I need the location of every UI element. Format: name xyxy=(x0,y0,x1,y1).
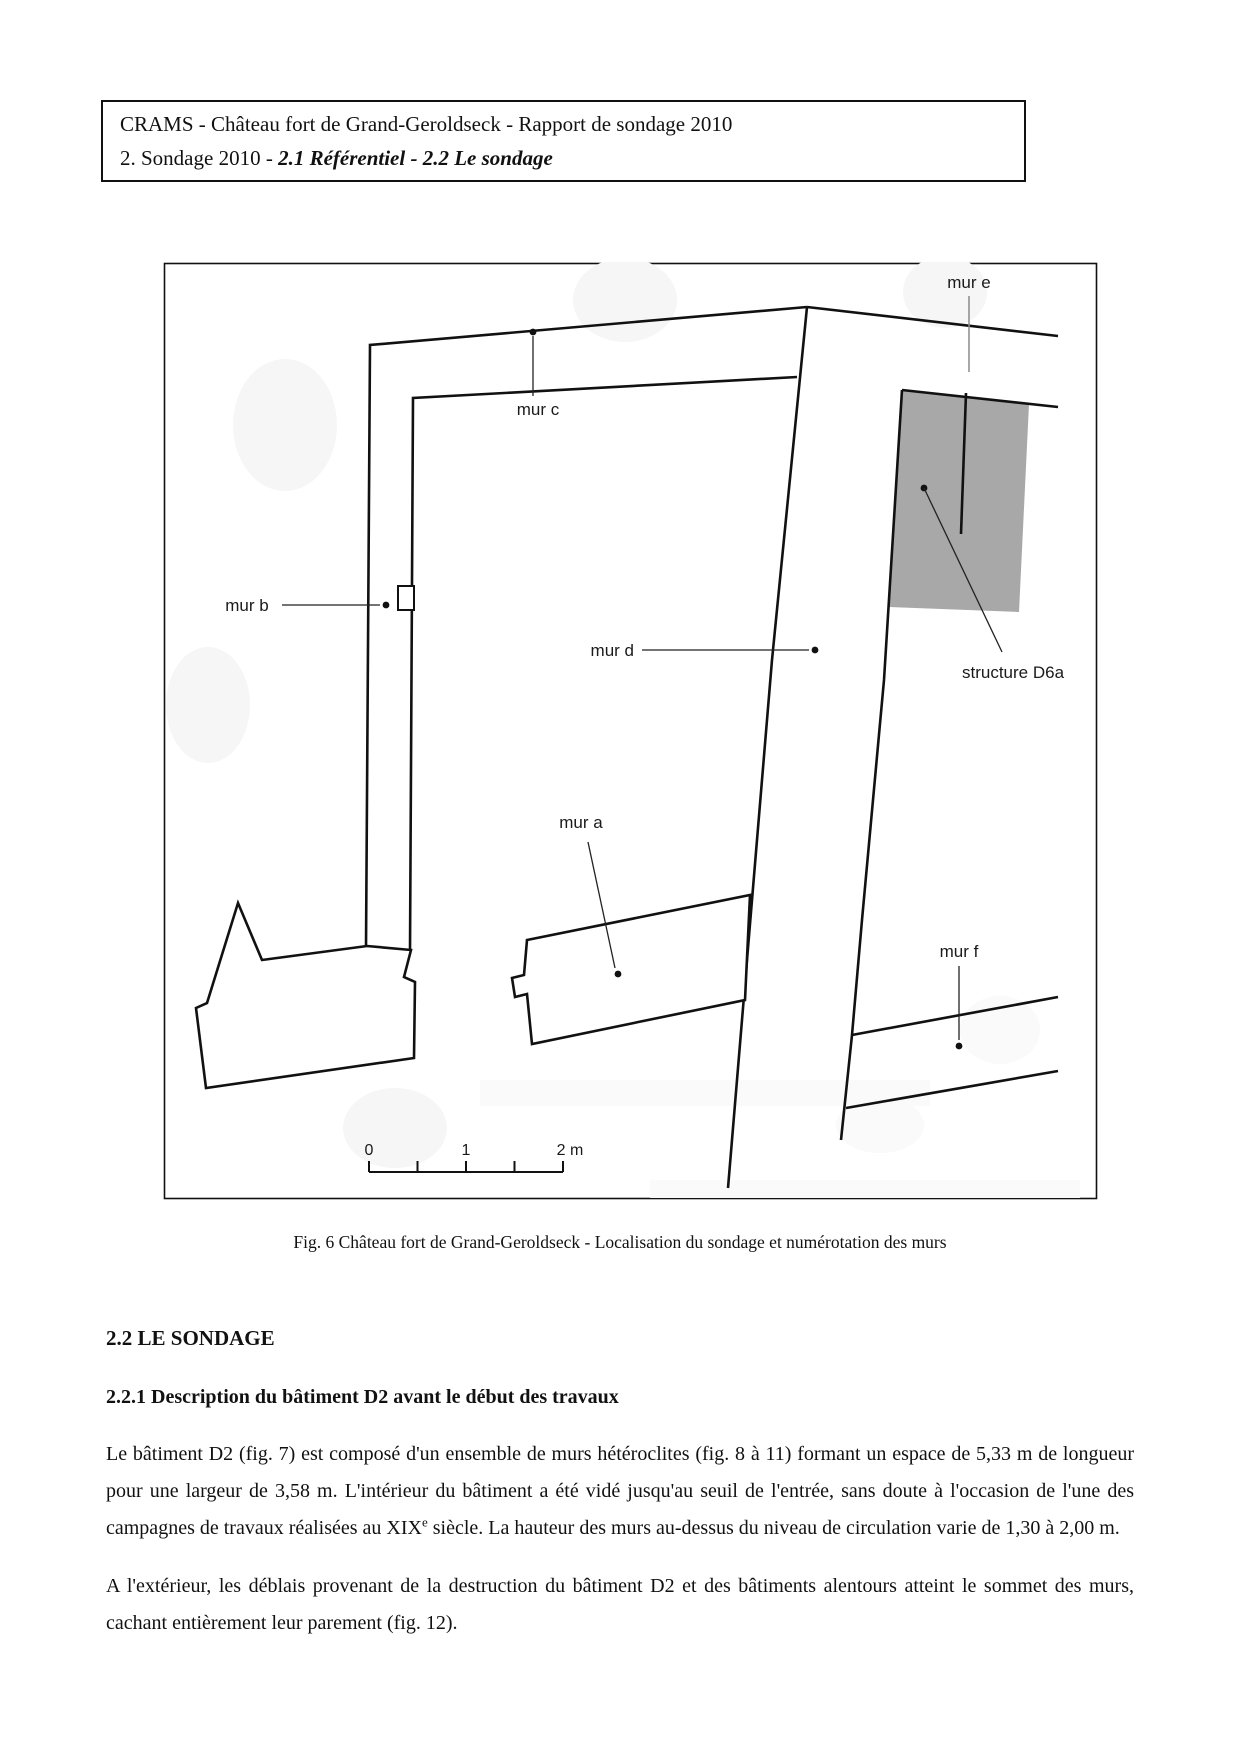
report-title: CRAMS - Château fort de Grand-Geroldseck - Rapport de sondage 2010 xyxy=(120,112,733,136)
report-subtitle-chapter: 2. Sondage 2010 - xyxy=(120,146,279,170)
paragraph-building-description xyxy=(106,1436,1134,1547)
scale-tick-0-label: 0 xyxy=(364,1142,374,1159)
mur-b-label: mur b xyxy=(225,596,269,615)
section-2-2-heading: 2.2 LE SONDAGE xyxy=(106,1326,275,1350)
paragraph-1-text-before-superscript: Le bâtiment D2 (fig. 7) est composé d'un ensemble de murs hétéroclites (fig. 8 à 11) formant un espace de 5,33 m de longueur pour une largeur de 3,58 m. L'intérieur du bâtiment a été vidé jusqu'au seuil de l'entrée, sans doute à l'occasion de l'une des campagnes de travaux réalisées au XIX xyxy=(106,1443,1134,1539)
scale-tick-2m-label: 2 m xyxy=(556,1142,584,1159)
page-header-box xyxy=(101,100,1026,182)
mur-d-leader-dot xyxy=(812,647,819,654)
mur-f-label: mur f xyxy=(939,942,979,961)
figure-caption: Fig. 6 Château fort de Grand-Geroldseck - Localisation du sondage et numérotation des murs xyxy=(293,1232,947,1252)
structure-d6a-label: structure D6a xyxy=(962,663,1065,682)
mur-b-leader-dot xyxy=(383,602,390,609)
paragraph-exterior-debris: A l'extérieur, les déblais provenant de la destruction du bâtiment D2 et des bâtiments alentours atteint le sommet des murs, cachant entièrement leur parement (fig. 12). xyxy=(106,1575,1134,1634)
report-subtitle-sections: 2.1 Référentiel - 2.2 Le sondage xyxy=(278,146,553,170)
wall-plan-drawing xyxy=(163,262,1098,1200)
paragraph-1-text-after-superscript: siècle. La hauteur des murs au-dessus du niveau de circulation varie de 1,30 à 2,00 m. xyxy=(427,1517,1120,1539)
mur-d-label: mur d xyxy=(590,641,634,660)
mur-a-label: mur a xyxy=(559,813,603,832)
century-superscript: e xyxy=(421,1514,428,1530)
mur-e-label: mur e xyxy=(947,273,991,292)
report-subtitle xyxy=(120,146,553,171)
figure-6-plan xyxy=(163,262,1098,1200)
wall-mur-b-door-notch xyxy=(398,586,414,610)
mur-c-leader-dot xyxy=(530,329,537,336)
scale-tick-1-label: 1 xyxy=(461,1142,471,1159)
mur-a-leader-dot xyxy=(615,971,622,978)
mur-f-leader-dot xyxy=(956,1043,963,1050)
structure-d6a-area xyxy=(889,391,1029,612)
mur-c-label: mur c xyxy=(516,400,560,419)
section-2-2-1-heading: 2.2.1 Description du bâtiment D2 avant le début des travaux xyxy=(106,1386,619,1408)
